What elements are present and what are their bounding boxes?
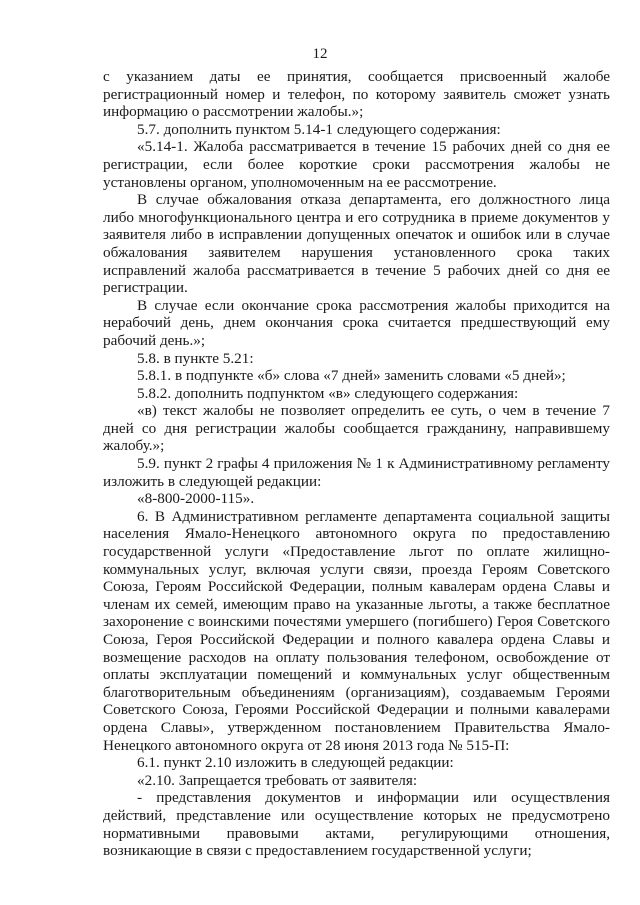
paragraph: «2.10. Запрещается требовать от заявителя: (137, 771, 418, 789)
paragraph: 5.8.2. дополнить подпунктом «в» следующего содержания: (137, 384, 519, 402)
page-number: 12 (312, 46, 328, 62)
paragraph: В случае обжалования отказа департамента, его должностного лица либо многофункционального центра и его сотрудника в приеме документов у заявителя либо в исправлении допущенных опечаток и ошибок или в случае обжалования заявителем нарушения установленного срока таких исправлений жалоба рассматривается в течение 5 рабочих дней со дня ее регистрации. (103, 191, 610, 297)
paragraph: «5.14-1. Жалоба рассматривается в течение 15 рабочих дней со дня ее регистрации, если более короткие сроки рассмотрения жалобы не установлены органом, уполномоченным на ее рассмотрение. (103, 138, 610, 191)
paragraph: 5.8. в пункте 5.21: (137, 349, 254, 367)
paragraph: В случае если окончание срока рассмотрения жалобы приходится на нерабочий день, днем окончания срока считается предшествующий ему рабочий день.»; (103, 296, 610, 349)
paragraph: - представления документов и информации или осуществления действий, представление или осуществление которых не предусмотрено нормативными правовыми актами, регулирующими отношения, возникающие в связи с предоставлением государственной услуги; (103, 789, 610, 860)
paragraph: 6. В Административном регламенте департамента социальной защиты населения Ямало-Ненецкого автономного округа по предоставлению государственной услуги «Предоставление льгот по оплате жилищно-коммунальных услуг, включая услуги связи, проезда Героям Советского Союза, Героям Российской Федерации, полным кавалерам ордена Славы и членам их семей, имеющим право на указанные льготы, а также бесплатное захоронение с воинскими почестями умершего (погибшего) Героя Советского Союза, Героя Российской Федерации и полного кавалера ордена Славы и возмещение расходов на оплату пользования телефоном, освобождение от оплаты эксплуатации помещений и коммунальных услуг общественным благотворительным объединениям (организациям), создаваемым Героями Советского Союза, Героями Российской Федерации и полными кавалерами ордена Славы», утвержденном постановлением Правительства Ямало-Ненецкого автономного округа от 28 июня 2013 года № 515-П: (103, 507, 610, 754)
paragraph: 5.9. пункт 2 графы 4 приложения № 1 к Административному регламенту изложить в следующей редакции: (103, 455, 610, 490)
paragraph: 6.1. пункт 2.10 изложить в следующей редакции: (137, 754, 454, 772)
paragraph: «8-800-2000-115». (137, 490, 255, 508)
paragraph: 5.7. дополнить пунктом 5.14-1 следующего содержания: (137, 120, 501, 138)
paragraph: с указанием даты ее принятия, сообщается присвоенный жалобе регистрационный номер и телефон, по которому заявитель сможет узнать информацию о рассмотрении жалобы.»; (103, 68, 610, 121)
paragraph: 5.8.1. в подпункте «б» слова «7 дней» заменить словами «5 дней»; (137, 367, 566, 385)
document-body (103, 68, 610, 860)
paragraph: «в) текст жалобы не позволяет определить ее суть, о чем в течение 7 дней со дня регистрации жалобы сообщается гражданину, направившему жалобу.»; (103, 402, 610, 455)
